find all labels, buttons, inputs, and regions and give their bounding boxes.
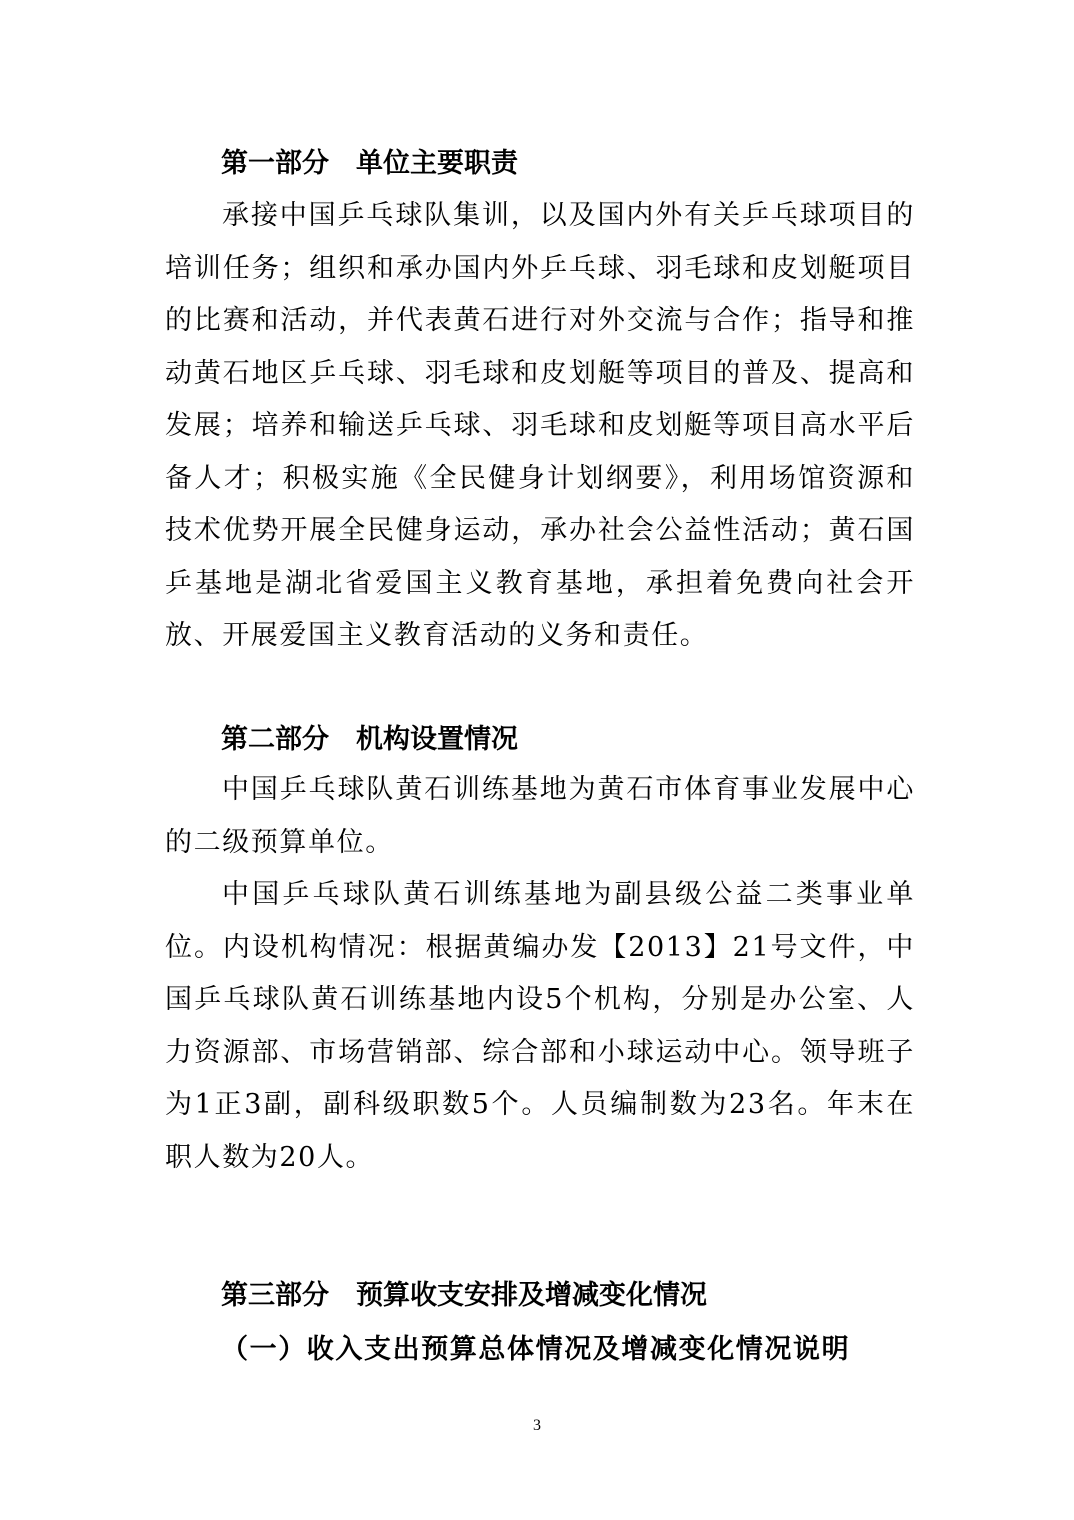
section-3-subheading: （一）收入支出预算总体情况及增减变化情况说明: [221, 1334, 851, 1365]
section-1-paragraph-1: 承接中国乒乓球队集训，以及国内外有关乒乓球项目的培训任务；组织和承办国内外乒乓球、羽毛球和皮划艇项目的比赛和活动，并代表黄石进行对外交流与合作；指导和推动黄石地区乒乓球、羽毛球和皮划艇等项目的普及、提高和发展；培养和输送乒乓球、羽毛球和皮划艇等项目高水平后备人才；积极实施《全民健身计划纲要》，利用场馆资源和技术优势开展全民健身运动，承办社会公益性活动；黄石国乒基地是湖北省爱国主义教育基地，承担着免费向社会开放、开展爱国主义教育活动的义务和责任。: [165, 200, 915, 651]
section-2-paragraph-1: 中国乒乓球队黄石训练基地为黄石市体育事业发展中心的二级预算单位。: [165, 774, 915, 858]
page-number: 3: [533, 1417, 541, 1434]
section-3-heading: 第三部分 预算收支安排及增减变化情况: [221, 1280, 707, 1311]
section-2-paragraph-2: 中国乒乓球队黄石训练基地为副县级公益二类事业单位。内设机构情况：根据黄编办发【2013】21号文件，中国乒乓球队黄石训练基地内设5个机构，分别是办公室、人力资源部、市场营销部、综合部和小球运动中心。领导班子为1正3副，副科级职数5个。人员编制数为23名。年末在职人数为20人。: [165, 879, 915, 1173]
section-2-heading: 第二部分 机构设置情况: [221, 724, 518, 755]
section-1-heading: 第一部分 单位主要职责: [221, 148, 518, 179]
